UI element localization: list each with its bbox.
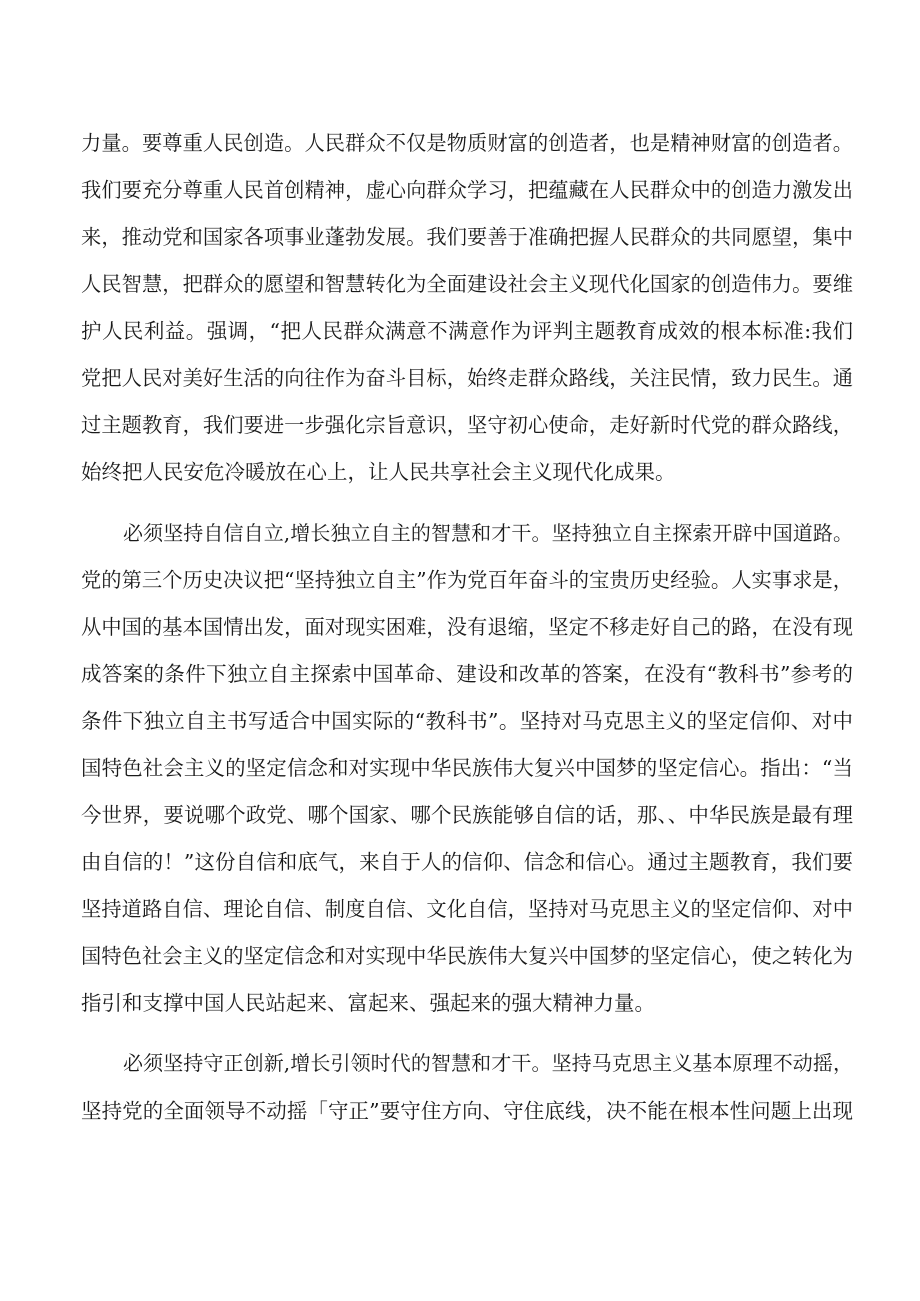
text-line: 始终把人民安危冷暖放在心上，让人民共享社会主义现代化成果。 xyxy=(81,460,676,484)
text-line: 党把人民对美好生活的向往作为奋斗目标，始终走群众路线，关注民情，致力民生。通 xyxy=(81,366,853,390)
text-line: 必须坚持守正创新,增长引领时代的智慧和才干。坚持马克思主义基本原理不动摇， xyxy=(123,1051,853,1075)
text-line: 坚持党的全面领导不动摇「守正”要守住方向、守住底线，决不能在根本性问题上出现 xyxy=(81,1099,853,1123)
text-line: 从中国的基本国情出发，面对现实困难，没有退缩，坚定不移走好自己的路，在没有现 xyxy=(81,615,853,639)
text-line: 必须坚持自信自立,增长独立自主的智慧和才干。坚持独立自主探索开辟中国道路。 xyxy=(123,521,853,545)
text-line: 人民智慧，把群众的愿望和智慧转化为全面建设社会主义现代化国家的创造伟力。要维 xyxy=(81,272,853,296)
text-line: 力量。要尊重人民创造。人民群众不仅是物质财富的创造者，也是精神财富的创造者。 xyxy=(81,131,853,155)
text-line: 坚持道路自信、理论自信、制度自信、文化自信，坚持对马克思主义的坚定信仰、对中 xyxy=(81,897,853,921)
text-line: 今世界，要说哪个政党、哪个国家、哪个民族能够自信的话，那、、中华民族是最有理 xyxy=(81,803,853,827)
text-line: 由自信的！”这份自信和底气，来自于人的信仰、信念和信心。通过主题教育，我们要 xyxy=(81,850,853,874)
text-line: 我们要充分尊重人民首创精神，虚心向群众学习，把蕴藏在人民群众中的创造力激发出 xyxy=(81,178,853,202)
text-line: 成答案的条件下独立自主探索中国革命、建设和改革的答案，在没有“教科书”参考的 xyxy=(81,662,853,686)
text-line: 来，推动党和国家各项事业蓬勃发展。我们要善于准确把握人民群众的共同愿望，集中 xyxy=(81,225,853,249)
text-line: 过主题教育，我们要进一步强化宗旨意识，坚守初心使命，走好新时代党的群众路线， xyxy=(81,413,853,437)
text-line: 护人民利益。强调，“把人民群众满意不满意作为评判主题教育成效的根本标准:我们 xyxy=(81,319,853,343)
text-line: 指引和支撑中国人民站起来、富起来、强起来的强大精神力量。 xyxy=(81,991,655,1015)
text-line: 党的第三个历史决议把“坚持独立自主”作为党百年奋斗的宝贵历史经验。人实事求是， xyxy=(81,568,853,592)
text-line: 国特色社会主义的坚定信念和对实现中华民族伟大复兴中国梦的坚定信心，使之转化为 xyxy=(81,944,853,968)
text-line: 条件下独立自主书写适合中国实际的“教科书”。坚持对马克思主义的坚定信仰、对中 xyxy=(81,709,853,733)
text-line: 国特色社会主义的坚定信念和对实现中华民族伟大复兴中国梦的坚定信心。指出：“当 xyxy=(81,756,853,780)
